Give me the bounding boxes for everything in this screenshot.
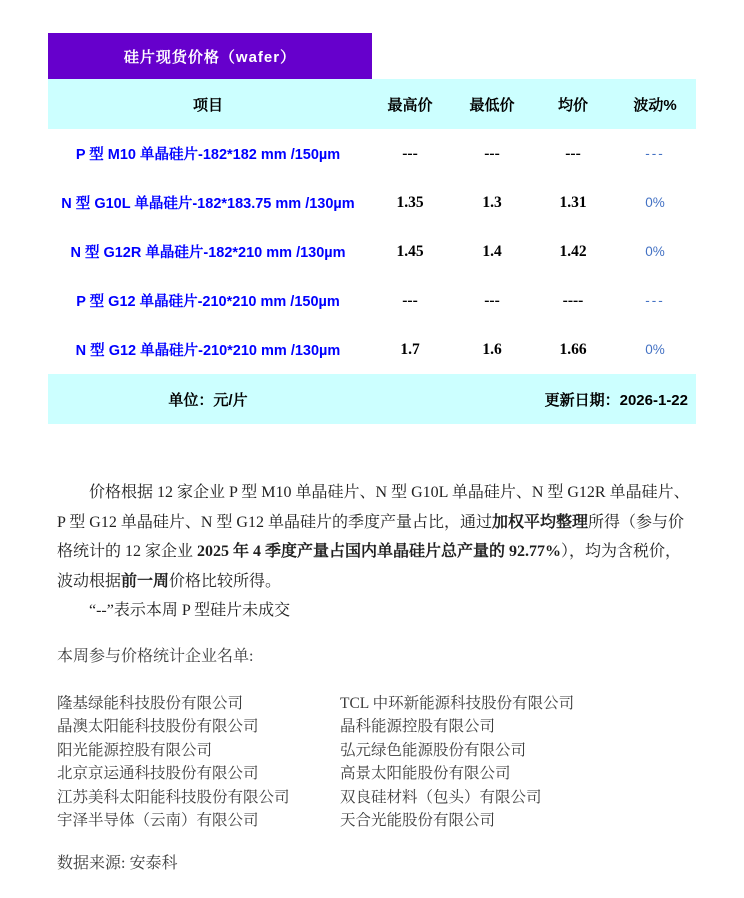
para-segment-bold: 2025 年 4 季度产量占国内单晶硅片总产量的 92.77%: [197, 543, 562, 561]
column-header-high: 最高价: [387, 96, 433, 114]
list-item: [57, 784, 697, 808]
para-segment: 所得（参与价格统计的 12 家企业: [57, 513, 685, 561]
update-date-label: 更新日期：2026-1-22: [544, 391, 688, 409]
company-name: 宇泽半导体（云南）有限公司: [57, 812, 259, 830]
participants-list: [57, 690, 697, 831]
row-avg-value: 1.42: [559, 242, 587, 260]
company-name: 江苏美科太阳能科技股份有限公司: [57, 788, 290, 806]
list-item: [57, 761, 697, 785]
company-name: 隆基绿能科技股份有限公司: [57, 694, 244, 712]
column-header-change: 波动%: [633, 96, 677, 114]
table-row: [48, 129, 696, 178]
company-name: 晶科能源控股有限公司: [340, 718, 496, 736]
row-avg-value: ---: [565, 144, 581, 162]
row-change-value: ---: [645, 146, 665, 161]
column-header-low: 最低价: [469, 96, 515, 114]
table-row: [48, 178, 696, 227]
para-segment-bold: 加权平均整理: [491, 513, 588, 531]
list-item: [57, 737, 697, 761]
row-change-value: 0%: [645, 195, 665, 210]
para-segment: 价格根据 12 家企业 P 型 M10 单晶硅片、N 型 G10L 单晶硅片、N 型 G12R 单晶硅片、P 型 G12 单晶硅片、N 型 G12 单晶硅片的季度产量占比，通过: [57, 484, 690, 531]
row-item-label: P 型 M10 单晶硅片-182*182 mm /150µm: [75, 147, 341, 163]
wafer-price-table: [48, 79, 696, 424]
row-item-label: N 型 G12R 单晶硅片-182*210 mm /130µm: [70, 245, 346, 261]
dash-note-paragraph: “--”表示本周 P 型硅片未成交: [89, 602, 291, 620]
company-name: 高景太阳能股份有限公司: [340, 765, 511, 783]
company-name: 天合光能股份有限公司: [340, 812, 496, 830]
table-row: [48, 227, 696, 276]
list-item: [57, 808, 697, 832]
company-name: 北京京运通科技股份有限公司: [57, 765, 259, 783]
row-avg-value: ----: [562, 291, 584, 309]
row-low-value: ---: [484, 144, 500, 162]
company-name: 弘元绿色能源股份有限公司: [340, 741, 527, 759]
row-avg-value: 1.31: [559, 193, 587, 211]
row-low-value: 1.6: [482, 340, 502, 358]
company-name: TCL 中环新能源科技股份有限公司: [340, 694, 575, 712]
row-high-value: ---: [402, 291, 418, 309]
row-high-value: 1.45: [396, 242, 424, 260]
row-change-value: 0%: [645, 244, 665, 259]
table-row: [48, 276, 696, 325]
report-title-banner: [48, 33, 372, 79]
table-footer-row: [48, 374, 696, 424]
row-item-label: N 型 G12 单晶硅片-210*210 mm /130µm: [75, 343, 341, 359]
row-change-value: ---: [645, 293, 665, 308]
company-name: 阳光能源控股有限公司: [57, 741, 213, 759]
row-low-value: 1.3: [482, 193, 502, 211]
unit-label: 单位：元/片: [168, 391, 248, 409]
row-high-value: ---: [402, 144, 418, 162]
para-segment: 价格比较所得。: [169, 572, 282, 590]
company-name: 双良硅材料（包头）有限公司: [340, 788, 542, 806]
row-avg-value: 1.66: [559, 340, 587, 358]
row-high-value: 1.35: [396, 193, 424, 211]
table-row: [48, 325, 696, 374]
row-change-value: 0%: [645, 342, 665, 357]
participants-heading: 本周参与价格统计企业名单:: [57, 648, 254, 665]
para-segment-bold: 前一周: [121, 572, 170, 590]
row-low-value: 1.4: [482, 242, 502, 260]
list-item: [57, 690, 697, 714]
data-source-label: 数据来源: 安泰科: [57, 855, 178, 872]
notes-section: [57, 478, 697, 626]
list-item: [57, 714, 697, 738]
row-item-label: N 型 G10L 单晶硅片-182*183.75 mm /130µm: [61, 196, 355, 212]
row-low-value: ---: [484, 291, 500, 309]
column-header-item: 项目: [192, 96, 223, 114]
methodology-paragraph: [57, 478, 697, 596]
page-title: 硅片现货价格（wafer）: [123, 48, 297, 66]
para-segment: ），均为含税价，波动根据: [57, 543, 682, 590]
table-header-row: [48, 79, 696, 129]
row-item-label: P 型 G12 单晶硅片-210*210 mm /150µm: [76, 294, 340, 310]
row-high-value: 1.7: [400, 340, 420, 358]
column-header-avg: 均价: [557, 96, 588, 114]
company-name: 晶澳太阳能科技股份有限公司: [57, 718, 259, 736]
